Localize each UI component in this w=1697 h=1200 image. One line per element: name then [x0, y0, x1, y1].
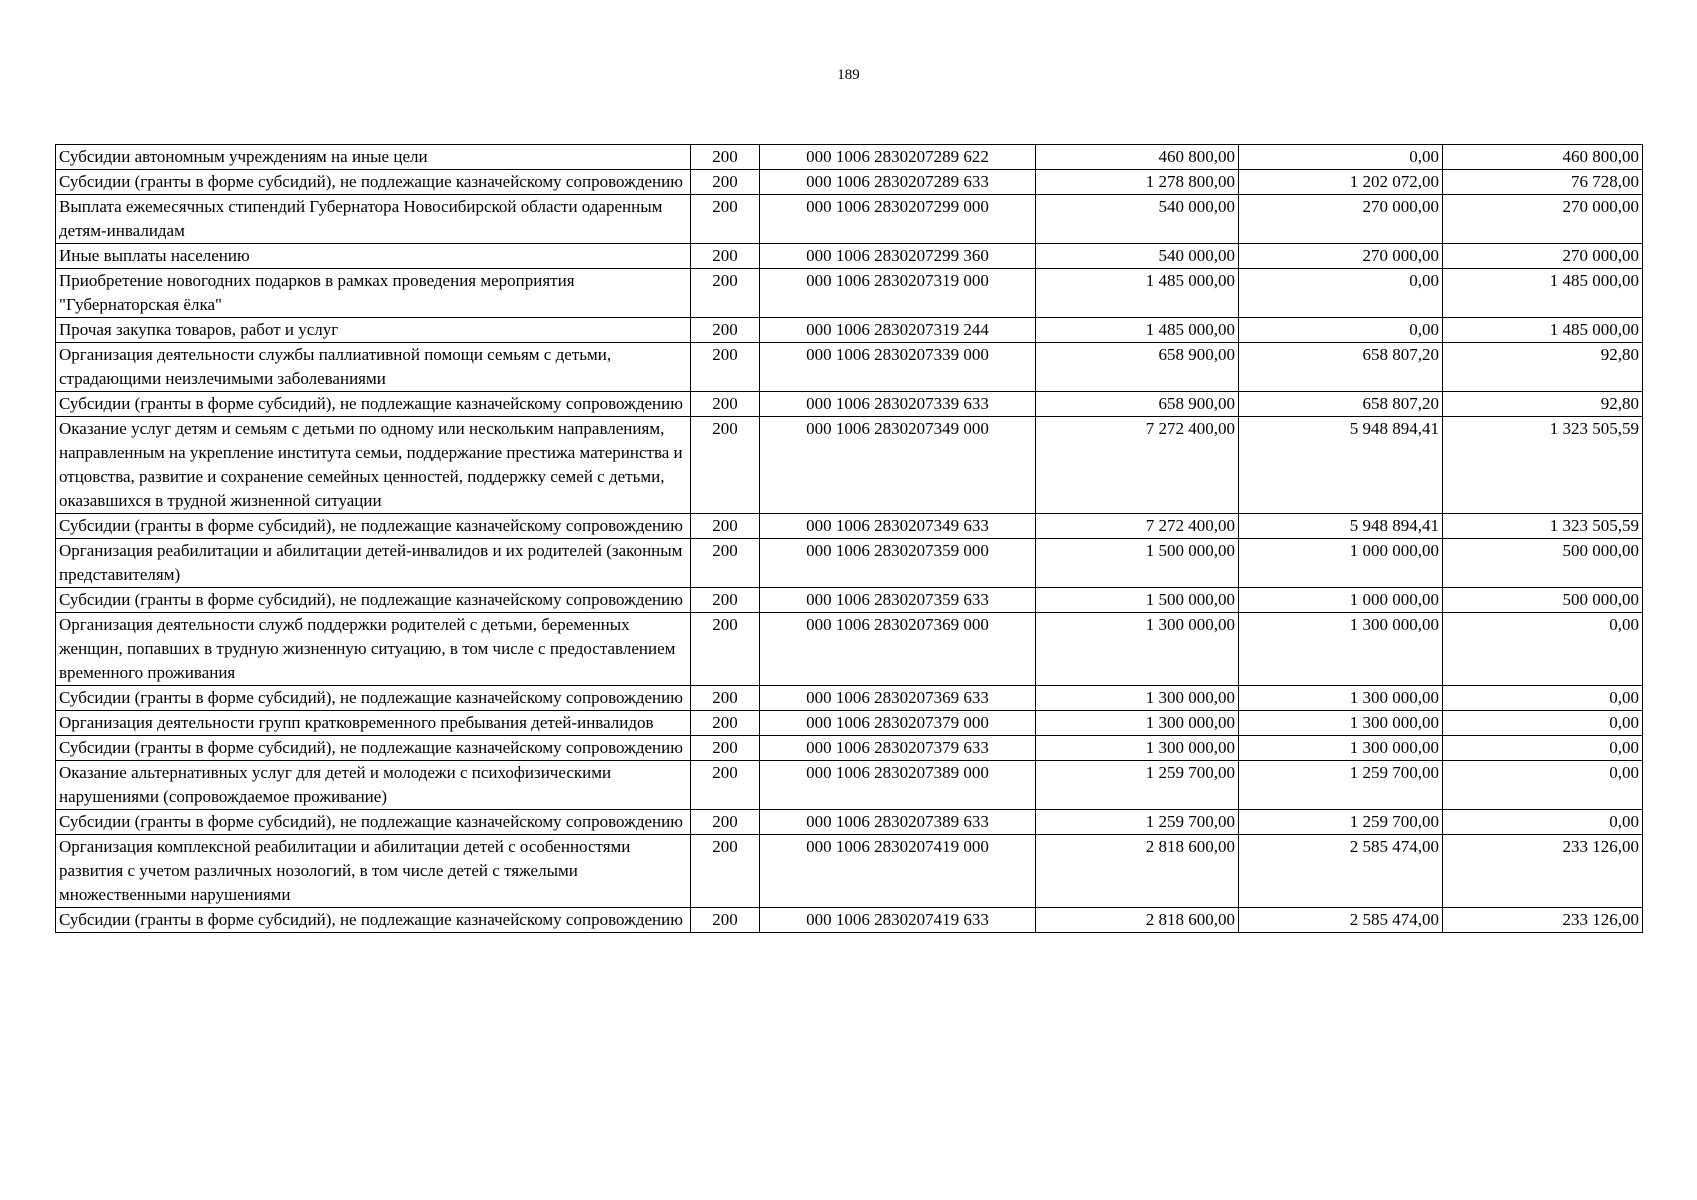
expense-name-cell: Организация деятельности групп кратковременного пребывания детей-инвалидов [56, 711, 691, 736]
remaining-amount-cell: 0,00 [1443, 711, 1643, 736]
remaining-amount-cell: 500 000,00 [1443, 539, 1643, 588]
budget-classification-code-cell: 000 1006 2830207319 000 [760, 269, 1036, 318]
remaining-amount-cell: 0,00 [1443, 686, 1643, 711]
admin-code-cell: 200 [691, 318, 760, 343]
budget-classification-code-cell: 000 1006 2830207349 633 [760, 514, 1036, 539]
table-row [56, 244, 1643, 269]
budget-classification-code-cell: 000 1006 2830207339 000 [760, 343, 1036, 392]
table-row [56, 736, 1643, 761]
admin-code-cell: 200 [691, 417, 760, 514]
expense-name-cell: Организация деятельности службы паллиативной помощи семьям с детьми, страдающими неизлечимыми заболеваниями [56, 343, 691, 392]
expense-name-cell: Приобретение новогодних подарков в рамках проведения мероприятия "Губернаторская ёлка" [56, 269, 691, 318]
approved-amount-cell: 1 485 000,00 [1036, 269, 1239, 318]
admin-code-cell: 200 [691, 736, 760, 761]
table-row [56, 343, 1643, 392]
executed-amount-cell: 2 585 474,00 [1239, 908, 1443, 933]
budget-classification-code-cell: 000 1006 2830207369 633 [760, 686, 1036, 711]
executed-amount-cell: 0,00 [1239, 145, 1443, 170]
budget-execution-table [55, 144, 1643, 933]
approved-amount-cell: 540 000,00 [1036, 244, 1239, 269]
approved-amount-cell: 658 900,00 [1036, 392, 1239, 417]
executed-amount-cell: 1 259 700,00 [1239, 761, 1443, 810]
approved-amount-cell: 1 300 000,00 [1036, 736, 1239, 761]
expense-name-cell: Субсидии (гранты в форме субсидий), не подлежащие казначейскому сопровождению [56, 514, 691, 539]
budget-classification-code-cell: 000 1006 2830207359 000 [760, 539, 1036, 588]
remaining-amount-cell: 1 323 505,59 [1443, 514, 1643, 539]
admin-code-cell: 200 [691, 686, 760, 711]
table-row [56, 613, 1643, 686]
approved-amount-cell: 1 500 000,00 [1036, 539, 1239, 588]
budget-classification-code-cell: 000 1006 2830207349 000 [760, 417, 1036, 514]
budget-classification-code-cell: 000 1006 2830207389 633 [760, 810, 1036, 835]
admin-code-cell: 200 [691, 761, 760, 810]
approved-amount-cell: 7 272 400,00 [1036, 514, 1239, 539]
executed-amount-cell: 1 000 000,00 [1239, 539, 1443, 588]
page-number: 189 [837, 67, 860, 83]
expense-name-cell: Выплата ежемесячных стипендий Губернатора Новосибирской области одаренным детям-инвалидам [56, 195, 691, 244]
budget-classification-code-cell: 000 1006 2830207319 244 [760, 318, 1036, 343]
remaining-amount-cell: 1 485 000,00 [1443, 269, 1643, 318]
admin-code-cell: 200 [691, 613, 760, 686]
table-row [56, 145, 1643, 170]
table-row [56, 588, 1643, 613]
admin-code-cell: 200 [691, 810, 760, 835]
admin-code-cell: 200 [691, 269, 760, 318]
budget-classification-code-cell: 000 1006 2830207359 633 [760, 588, 1036, 613]
table-body [56, 145, 1643, 933]
approved-amount-cell: 1 300 000,00 [1036, 711, 1239, 736]
admin-code-cell: 200 [691, 711, 760, 736]
expense-name-cell: Организация деятельности служб поддержки родителей с детьми, беременных женщин, попавших в трудную жизненную ситуацию, в том числе с предоставлением временного проживания [56, 613, 691, 686]
executed-amount-cell: 5 948 894,41 [1239, 514, 1443, 539]
expense-name-cell: Оказание услуг детям и семьям с детьми по одному или нескольким направлениям, направленным на укрепление института семьи, поддержание престижа материнства и отцовства, развитие и сохранение семейных ценностей, поддержку семей с детьми, оказавшихся в трудной жизненной ситуации [56, 417, 691, 514]
expense-name-cell: Прочая закупка товаров, работ и услуг [56, 318, 691, 343]
table-row [56, 318, 1643, 343]
approved-amount-cell: 460 800,00 [1036, 145, 1239, 170]
expense-name-cell: Оказание альтернативных услуг для детей и молодежи с психофизическими нарушениями (сопровождаемое проживание) [56, 761, 691, 810]
expense-name-cell: Субсидии (гранты в форме субсидий), не подлежащие казначейскому сопровождению [56, 588, 691, 613]
budget-classification-code-cell: 000 1006 2830207419 000 [760, 835, 1036, 908]
approved-amount-cell: 7 272 400,00 [1036, 417, 1239, 514]
admin-code-cell: 200 [691, 244, 760, 269]
table-row [56, 514, 1643, 539]
remaining-amount-cell: 1 323 505,59 [1443, 417, 1643, 514]
budget-classification-code-cell: 000 1006 2830207289 622 [760, 145, 1036, 170]
executed-amount-cell: 1 300 000,00 [1239, 736, 1443, 761]
remaining-amount-cell: 0,00 [1443, 761, 1643, 810]
table-row [56, 761, 1643, 810]
table-row [56, 711, 1643, 736]
table-row [56, 835, 1643, 908]
admin-code-cell: 200 [691, 343, 760, 392]
expense-name-cell: Субсидии (гранты в форме субсидий), не подлежащие казначейскому сопровождению [56, 392, 691, 417]
expense-name-cell: Организация реабилитации и абилитации детей-инвалидов и их родителей (законным представителям) [56, 539, 691, 588]
table-row [56, 908, 1643, 933]
expense-name-cell: Субсидии (гранты в форме субсидий), не подлежащие казначейскому сопровождению [56, 810, 691, 835]
executed-amount-cell: 2 585 474,00 [1239, 835, 1443, 908]
expense-name-cell: Субсидии (гранты в форме субсидий), не подлежащие казначейскому сопровождению [56, 908, 691, 933]
executed-amount-cell: 658 807,20 [1239, 343, 1443, 392]
executed-amount-cell: 1 000 000,00 [1239, 588, 1443, 613]
expense-name-cell: Субсидии (гранты в форме субсидий), не подлежащие казначейскому сопровождению [56, 736, 691, 761]
expense-name-cell: Иные выплаты населению [56, 244, 691, 269]
expense-name-cell: Субсидии (гранты в форме субсидий), не подлежащие казначейскому сопровождению [56, 686, 691, 711]
budget-classification-code-cell: 000 1006 2830207379 633 [760, 736, 1036, 761]
executed-amount-cell: 658 807,20 [1239, 392, 1443, 417]
budget-classification-code-cell: 000 1006 2830207379 000 [760, 711, 1036, 736]
table-row [56, 417, 1643, 514]
approved-amount-cell: 2 818 600,00 [1036, 835, 1239, 908]
remaining-amount-cell: 0,00 [1443, 736, 1643, 761]
approved-amount-cell: 1 259 700,00 [1036, 810, 1239, 835]
executed-amount-cell: 1 300 000,00 [1239, 711, 1443, 736]
executed-amount-cell: 0,00 [1239, 269, 1443, 318]
executed-amount-cell: 1 300 000,00 [1239, 686, 1443, 711]
admin-code-cell: 200 [691, 195, 760, 244]
budget-classification-code-cell: 000 1006 2830207369 000 [760, 613, 1036, 686]
remaining-amount-cell: 0,00 [1443, 613, 1643, 686]
budget-classification-code-cell: 000 1006 2830207299 360 [760, 244, 1036, 269]
executed-amount-cell: 0,00 [1239, 318, 1443, 343]
admin-code-cell: 200 [691, 588, 760, 613]
remaining-amount-cell: 270 000,00 [1443, 195, 1643, 244]
budget-classification-code-cell: 000 1006 2830207419 633 [760, 908, 1036, 933]
approved-amount-cell: 658 900,00 [1036, 343, 1239, 392]
budget-classification-code-cell: 000 1006 2830207289 633 [760, 170, 1036, 195]
approved-amount-cell: 1 485 000,00 [1036, 318, 1239, 343]
table-row [56, 269, 1643, 318]
approved-amount-cell: 1 300 000,00 [1036, 686, 1239, 711]
expense-name-cell: Организация комплексной реабилитации и абилитации детей с особенностями развития с учетом различных нозологий, в том числе детей с тяжелыми множественными нарушениями [56, 835, 691, 908]
approved-amount-cell: 540 000,00 [1036, 195, 1239, 244]
expense-name-cell: Субсидии автономным учреждениям на иные цели [56, 145, 691, 170]
approved-amount-cell: 1 259 700,00 [1036, 761, 1239, 810]
table-row [56, 810, 1643, 835]
table-row [56, 686, 1643, 711]
admin-code-cell: 200 [691, 539, 760, 588]
admin-code-cell: 200 [691, 392, 760, 417]
table-row [56, 392, 1643, 417]
executed-amount-cell: 5 948 894,41 [1239, 417, 1443, 514]
admin-code-cell: 200 [691, 514, 760, 539]
admin-code-cell: 200 [691, 145, 760, 170]
admin-code-cell: 200 [691, 835, 760, 908]
executed-amount-cell: 1 259 700,00 [1239, 810, 1443, 835]
admin-code-cell: 200 [691, 170, 760, 195]
executed-amount-cell: 1 300 000,00 [1239, 613, 1443, 686]
remaining-amount-cell: 500 000,00 [1443, 588, 1643, 613]
remaining-amount-cell: 270 000,00 [1443, 244, 1643, 269]
approved-amount-cell: 1 500 000,00 [1036, 588, 1239, 613]
remaining-amount-cell: 76 728,00 [1443, 170, 1643, 195]
executed-amount-cell: 270 000,00 [1239, 195, 1443, 244]
remaining-amount-cell: 233 126,00 [1443, 835, 1643, 908]
remaining-amount-cell: 92,80 [1443, 392, 1643, 417]
executed-amount-cell: 1 202 072,00 [1239, 170, 1443, 195]
table-row [56, 195, 1643, 244]
approved-amount-cell: 1 300 000,00 [1036, 613, 1239, 686]
budget-classification-code-cell: 000 1006 2830207299 000 [760, 195, 1036, 244]
remaining-amount-cell: 460 800,00 [1443, 145, 1643, 170]
approved-amount-cell: 1 278 800,00 [1036, 170, 1239, 195]
table-row [56, 170, 1643, 195]
executed-amount-cell: 270 000,00 [1239, 244, 1443, 269]
expense-name-cell: Субсидии (гранты в форме субсидий), не подлежащие казначейскому сопровождению [56, 170, 691, 195]
remaining-amount-cell: 92,80 [1443, 343, 1643, 392]
remaining-amount-cell: 1 485 000,00 [1443, 318, 1643, 343]
approved-amount-cell: 2 818 600,00 [1036, 908, 1239, 933]
budget-classification-code-cell: 000 1006 2830207389 000 [760, 761, 1036, 810]
admin-code-cell: 200 [691, 908, 760, 933]
remaining-amount-cell: 0,00 [1443, 810, 1643, 835]
remaining-amount-cell: 233 126,00 [1443, 908, 1643, 933]
budget-classification-code-cell: 000 1006 2830207339 633 [760, 392, 1036, 417]
table-row [56, 539, 1643, 588]
